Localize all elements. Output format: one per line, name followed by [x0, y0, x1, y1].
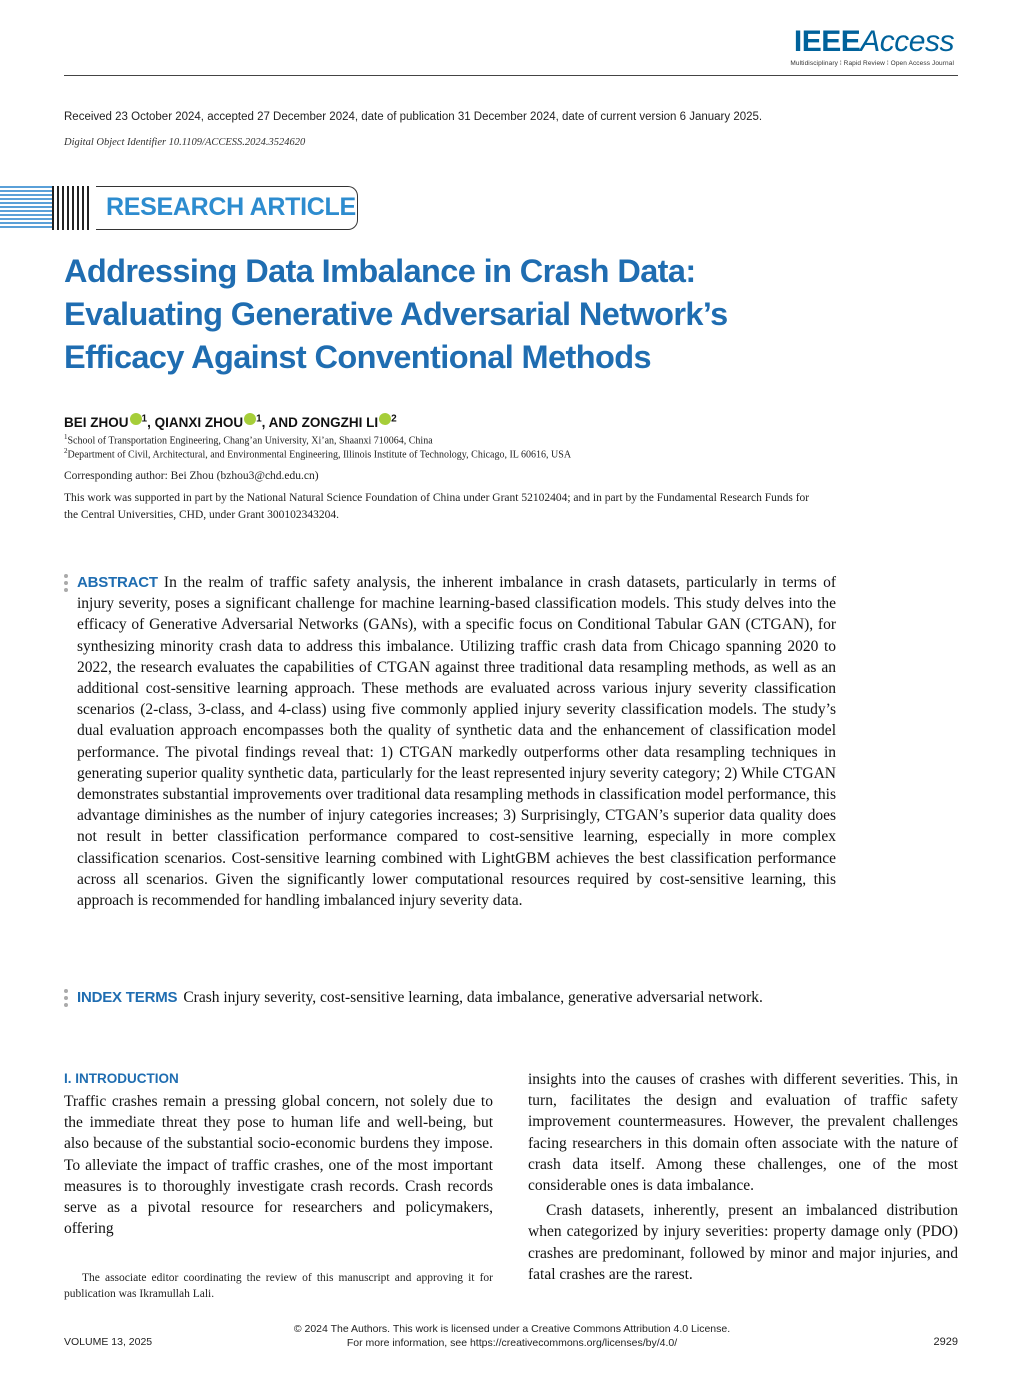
affiliation-1-number: 1	[64, 433, 68, 441]
banner-stripes-decoration	[0, 186, 52, 230]
index-dots-decoration	[64, 989, 68, 1010]
abstract-text: In the realm of traffic safety analysis, the inherent imbalance in crash datasets, particularly in terms of injury severity, poses a significant challenge for machine learning-based classification models. This study delves into the efficacy of Generative Adversarial Networks (GANs), with a specific focus on Conditional Tabular GAN (CTGAN), for synthesizing minority crash data to address this imbalance. Utilizing traffic crash data from Chicago spanning 2020 to 2022, the research evaluates the capabilities of CTGAN against three traditional data resampling methods, as well as an additional cost-sensitive learning approach. These methods are evaluated across various injury severity classification scenarios (2-class, 3-class, and 4-class) using five commonly applied injury severity classification models. The study’s dual evaluation approach encompasses both the quality of synthetic data and the enhancement of classification model performance. The pivotal findings reveal that: 1) CTGAN markedly outperforms other data resampling techniques in generating superior quality synthetic data, particularly for the least represented injury severity category; 2) While CTGAN demonstrates substantial improvements over traditional data resampling methods in classification model performance, this advantage diminishes as the number of injury categories increases; 3) Surprisingly, CTGAN’s superior data quality does not result in better classification performance compared to cost-sensitive learning, especially in more complex classification scenarios. Cost-sensitive learning combined with LightGBM achieves the best classification performance across all scenarios. Given the significantly lower computational resources required by cost-sensitive learning, this approach is recommended for handling imbalanced injury severity data.	[77, 574, 836, 910]
license-notice	[0, 1322, 1024, 1350]
license-line-2[interactable]: For more information, see https://creativecommons.org/licenses/by/4.0/	[346, 1337, 678, 1349]
intro-paragraph-1: Traffic crashes remain a pressing global concern, not solely due to the immediate threat they pose to human life and well-being, but also because of the substantial socio-economic burdens they impose. To alleviate the impact of traffic crashes, one of the most important measures is to thoroughly investigate crash records. Crash records serve as a pivotal resource for researchers and policymakers, offering	[64, 1093, 493, 1238]
editor-footnote: The associate editor coordinating the review of this manuscript and approving it for publication was Ikramullah Lali.	[64, 1272, 493, 1300]
article-title	[64, 250, 824, 379]
author-3: , AND ZONGZHI LI	[261, 415, 379, 430]
author-list	[64, 413, 397, 430]
orcid-icon[interactable]	[379, 413, 391, 425]
author-2: , QIANXI ZHOU	[147, 415, 244, 430]
abstract	[77, 572, 836, 911]
abstract-dots-decoration	[64, 574, 68, 595]
title-line-1: Addressing Data Imbalance in Crash Data:	[64, 253, 696, 289]
orcid-icon[interactable]	[130, 413, 142, 425]
author-3-affil: 2	[391, 413, 397, 425]
logo-ieee-text: IEEE	[793, 25, 861, 58]
intro-right-column	[528, 1069, 958, 1285]
received-dates: Received 23 October 2024, accepted 27 December 2024, date of publication 31 December 2024, date of current version 6 January 2025.	[64, 111, 763, 123]
banner-bars-decoration	[52, 186, 92, 230]
header-divider	[64, 75, 958, 76]
title-line-2: Evaluating Generative Adversarial Network’s	[64, 296, 728, 332]
index-terms-label: INDEX TERMS	[77, 989, 178, 1006]
intro-paragraph-3: Crash datasets, inherently, present an imbalanced distribution when categorized by injury severities: property damage only (PDO) crashes are predominant, followed by minor and major injuries, and fatal crashes are the rarest.	[528, 1202, 958, 1283]
logo-access-text: Access	[860, 25, 954, 58]
funding-statement: This work was supported in part by the National Natural Science Foundation of China under Grant 52102404; and in part by the Fundamental Research Funds for the Central Universities, CHD, under Grant 300102343204.	[64, 492, 810, 521]
affiliation-1	[64, 433, 433, 446]
affiliation-1-text: School of Transportation Engineering, Chang’an University, Xi’an, Shaanxi 710064, China	[67, 435, 433, 447]
volume-label: VOLUME 13, 2025	[64, 1336, 153, 1348]
intro-paragraph-2: insights into the causes of crashes with different severities. This, in turn, facilitates the design and evaluation of traffic safety improvement countermeasures. However, the prevalent challenges facing researchers in this domain often associate with the nature of crash data itself. Among these challenges, one of the most considerable ones is data imbalance.	[528, 1071, 958, 1195]
license-line-1: © 2024 The Authors. This work is licensed under a Creative Commons Attribution 4.0 License.	[293, 1323, 731, 1335]
abstract-label: ABSTRACT	[77, 574, 158, 591]
orcid-icon[interactable]	[244, 413, 256, 425]
author-1: BEI ZHOU	[64, 415, 129, 430]
affiliation-2-number: 2	[64, 447, 68, 455]
corresponding-author: Corresponding author: Bei Zhou (bzhou3@chd.edu.cn)	[64, 470, 319, 482]
author-2-affil: 1	[256, 413, 262, 425]
index-terms	[77, 987, 836, 1008]
affiliation-2	[64, 447, 571, 460]
section-heading-introduction: I. INTRODUCTION	[64, 1071, 179, 1086]
page-number: 2929	[933, 1336, 958, 1348]
logo-tagline: Multidisciplinary ⁞ Rapid Review ⁞ Open Access Journal	[790, 60, 954, 67]
index-terms-text: Crash injury severity, cost-sensitive learning, data imbalance, generative adversarial network.	[183, 989, 763, 1006]
banner-label: RESEARCH ARTICLE	[106, 193, 356, 221]
intro-left-column	[64, 1091, 493, 1239]
author-1-affil: 1	[141, 413, 148, 425]
affiliation-2-text: Department of Civil, Architectural, and Environmental Engineering, Illinois Institute of Technology, Chicago, IL 60616, USA	[67, 449, 572, 461]
journal-logo	[790, 26, 954, 67]
doi-line: Digital Object Identifier 10.1109/ACCESS.2024.3524620	[64, 137, 306, 148]
title-line-3: Efficacy Against Conventional Methods	[64, 339, 651, 375]
research-article-banner	[0, 186, 358, 230]
